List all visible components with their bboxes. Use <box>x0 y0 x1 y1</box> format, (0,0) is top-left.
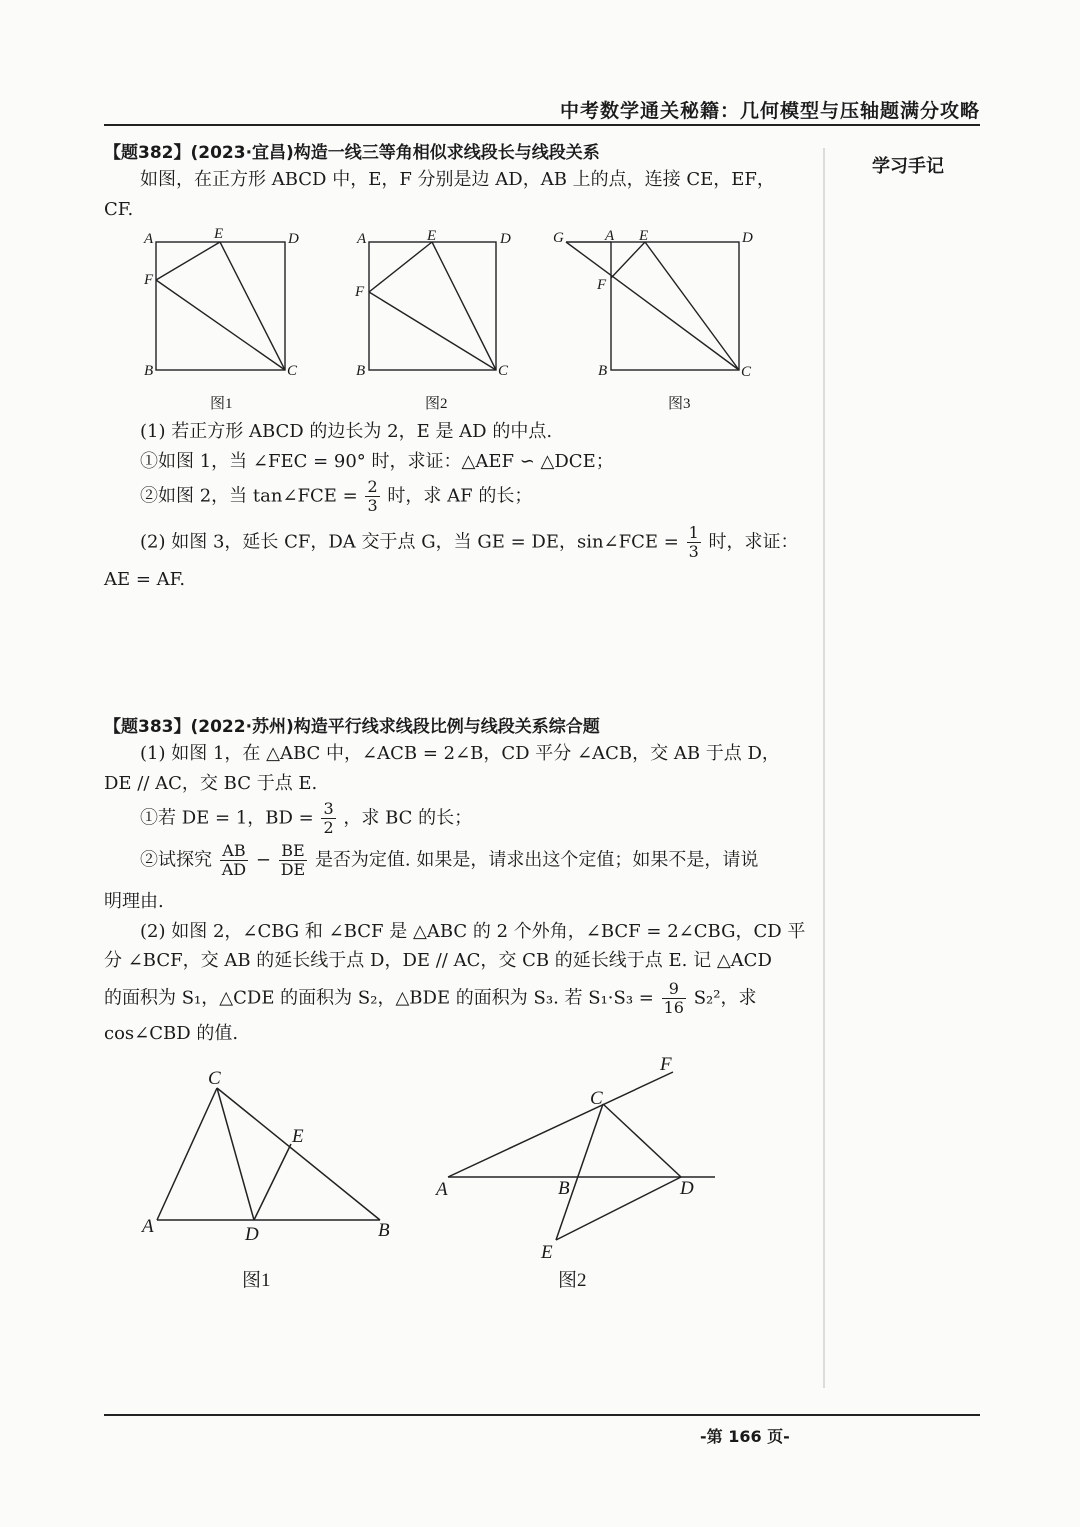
label-a: A <box>436 1179 448 1200</box>
q382-sub2-text: ②如图 2，当 tan∠FCE = <box>140 485 358 507</box>
segment-a-to-f <box>448 1072 673 1177</box>
footer-rule <box>104 1414 980 1416</box>
label-e: E <box>292 1126 304 1147</box>
q383-title: 【题383】(2022·苏州)构造平行线求线段比例与线段关系综合题 <box>104 717 600 737</box>
fraction-one-third: $\frac{1}{3}$ <box>688 523 699 561</box>
q382-part2-conclusion: AE = AF. <box>104 569 186 590</box>
label-c: C <box>208 1068 221 1089</box>
label-f: F <box>660 1054 672 1075</box>
label-a: A <box>357 231 367 247</box>
label-c: C <box>590 1088 603 1109</box>
label-d: D <box>288 231 299 247</box>
q383-sub2-cont: 明理由. <box>104 891 164 912</box>
label-e: E <box>214 226 224 242</box>
label-b: B <box>598 363 608 379</box>
label-b: B <box>558 1178 570 1199</box>
label-a: A <box>142 1216 154 1237</box>
caption-fig2: 图2 <box>425 396 448 412</box>
q382-part1: (1) 若正方形 ABCD 的边长为 2，E 是 AD 的中点. <box>140 421 553 442</box>
label-g: G <box>553 230 564 246</box>
label-f: F <box>597 277 607 293</box>
q382-sub2-tail: 时，求 AF 的长； <box>387 485 533 507</box>
label-d: D <box>680 1178 694 1199</box>
label-c: C <box>498 363 509 379</box>
q383-part2-line3-text: 的面积为 S₁，△CDE 的面积为 S₂，△BDE 的面积为 S₃. 若 S₁·S₃ = <box>104 987 654 1009</box>
label-e: E <box>427 228 437 244</box>
notes-label: 学习手记 <box>872 156 944 177</box>
q383-part1-line2: DE // AC，交 BC 于点 E. <box>104 773 318 794</box>
q382-intro-line1: 如图，在正方形 ABCD 中，E，F 分别是边 AD，AB 上的点，连接 CE，EF， <box>140 169 775 190</box>
q383-part1-line1: (1) 如图 1，在 △ABC 中，∠ACB = 2∠B，CD 平分 ∠ACB，交 AB 于点 D， <box>140 743 780 764</box>
minus-sign: − <box>255 849 271 871</box>
label-f: F <box>144 272 154 288</box>
fraction-be-de: $\frac{BE}{DE}$ <box>280 841 306 879</box>
q382-part2-text: (2) 如图 3，延长 CF，DA 交于点 G，当 GE = DE，sin∠FCE = <box>140 531 679 553</box>
caption-fig1: 图1 <box>242 1270 271 1291</box>
q383-part2-line3-tail: S₂²，求 <box>693 987 757 1009</box>
q383-sub1-tail: ，求 BC 的长； <box>343 807 473 829</box>
label-e: E <box>541 1242 553 1263</box>
q382-intro-line2: CF. <box>104 199 134 220</box>
label-c: C <box>741 364 752 380</box>
fraction-nine-sixteenths: $\frac{9}{16}$ <box>663 979 684 1017</box>
segment-cd <box>603 1104 681 1177</box>
q382-title: 【题382】(2023·宜昌)构造一线三等角相似求线段长与线段关系 <box>104 143 600 163</box>
label-f: F <box>355 284 365 300</box>
q383-sub1-text: ①若 DE = 1，BD = <box>140 807 314 829</box>
label-b: B <box>356 363 366 379</box>
label-a: A <box>605 228 615 244</box>
q382-part2-tail: 时，求证： <box>708 531 799 553</box>
q383-sub2-text: ②试探究 <box>140 849 212 871</box>
q383-part2-line1: (2) 如图 2，∠CBG 和 ∠BCF 是 △ABC 的 2 个外角，∠BCF = 2∠CBG，CD 平 <box>140 921 806 942</box>
label-e: E <box>639 228 649 244</box>
fraction-two-thirds: $\frac{2}{3}$ <box>367 477 378 515</box>
label-d: D <box>500 231 511 247</box>
caption-fig2: 图2 <box>558 1270 587 1291</box>
label-d: D <box>742 230 753 246</box>
caption-fig1: 图1 <box>210 396 233 412</box>
fraction-three-halves: $\frac{3}{2}$ <box>323 799 334 837</box>
label-c: C <box>287 363 298 379</box>
fraction-ab-ad: $\frac{AB}{AD}$ <box>221 841 247 879</box>
label-a: A <box>144 231 154 247</box>
running-header: 中考数学通关秘籍：几何模型与压轴题满分攻略 <box>560 100 981 122</box>
q382-sub1: ①如图 1，当 ∠FEC = 90° 时，求证：△AEF ∽ △DCE； <box>140 451 614 472</box>
caption-fig3: 图3 <box>668 396 691 412</box>
q383-sub2-tail: 是否为定值. 如果是，请求出这个定值；如果不是，请说 <box>314 849 759 871</box>
label-d: D <box>245 1224 259 1245</box>
label-b: B <box>144 363 154 379</box>
q383-part2-line4: cos∠CBD 的值. <box>104 1023 239 1044</box>
q383-part2-line2: 分 ∠BCF，交 AB 的延长线于点 D，DE // AC，交 CB 的延长线于点 E. 记 △ACD <box>104 950 772 971</box>
page-number: -第 166 页- <box>700 1427 790 1446</box>
label-b: B <box>378 1220 390 1241</box>
